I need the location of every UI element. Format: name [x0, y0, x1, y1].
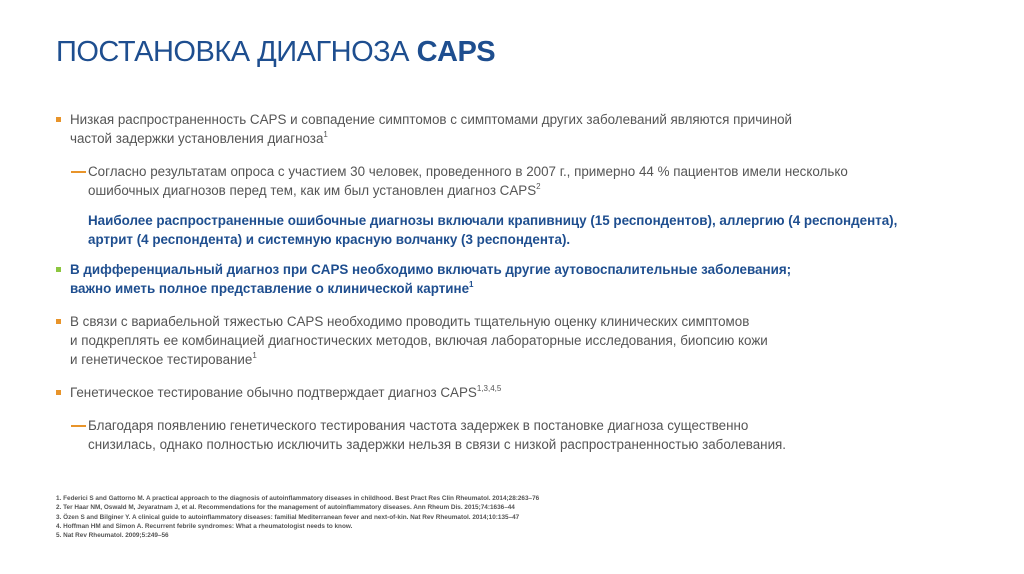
reference-item: 5. Nat Rev Rheumatol. 2009;5:249–56 [56, 532, 169, 540]
references [56, 494, 539, 540]
bullet-1: Низкая распространенность CAPS и совпадение симптомов с симптомами других заболеваний являются причиной частой задержки установления диагноза$^1$ [56, 110, 976, 148]
reference-item: 2. Ter Haar NM, Oswald M, Jeyaratnam J, et al. Recommendations for the management of autoinflammatory diseases. Ann Rheum Dis. 2015;74:1636–44 [56, 504, 515, 512]
square-bullet-orange-icon [56, 390, 61, 395]
bullet-2: В дифференциальный диагноз при CAPS необходимо включать другие аутовоспалительные заболевания; важно иметь полное представление о клинической картине$^1$ [56, 260, 976, 298]
bullet-3: В связи с вариабельной тяжестью CAPS необходимо проводить тщательную оценку клинических симптомов и подкреплять ее комбинацией диагностических методов, включая лабораторные исследования, биопсию кожи и генетическое тестирование$^1$ [56, 312, 976, 369]
slide-body [56, 110, 976, 454]
square-bullet-orange-icon [56, 117, 61, 122]
reference-item: 3. Özen S and Bilginer Y. A clinical guide to autoinflammatory diseases: familial Mediterranean fever and next-of-kin. Nat Rev Rheumatol. 2014;10:135–47 [56, 513, 520, 521]
dash-bullet-icon [71, 425, 86, 427]
bullet-1-sub-1: Согласно результатам опроса с участием 30 человек, проведенного в 2007 г., примерно 44 % пациентов имели несколько ошибочных диагнозов перед тем, как им был установлен диагноз CAPS$^2$ [56, 162, 976, 200]
square-bullet-orange-icon [56, 319, 61, 324]
title-caps: CAPS [416, 36, 496, 68]
reference-item: 1. Federici S and Gattorno M. A practical approach to the diagnosis of autoinflammatory diseases in childhood. Best Pract Res Clin Rheumatol. 2014;28:263–76 [56, 495, 540, 502]
reference-item: 4. Hoffman HM and Simon A. Recurrent febrile syndromes: What a rheumatologist needs to know. [56, 522, 353, 530]
dash-bullet-icon [71, 171, 86, 173]
square-bullet-green-icon [56, 267, 61, 272]
bullet-4: Генетическое тестирование обычно подтверждает диагноз CAPS$^{1,3,4,5}$ [56, 383, 976, 402]
bullet-4-sub-1: Благодаря появлению генетического тестирования частота задержек в постановке диагноза существенно снизилась, однако полностью исключить задержки нельзя в связи с низкой распространенностью заболевания. [56, 416, 976, 454]
page-title: ПОСТАНОВКА ДИАГНОЗА CAPS [56, 36, 496, 68]
bullet-1-sub-2: Наиболее распространенные ошибочные диагнозы включали крапивницу (15 респондентов), аллергию (4 респондента), артрит (4 респондента) и системную красную волчанку (3 респондента). [88, 213, 898, 247]
